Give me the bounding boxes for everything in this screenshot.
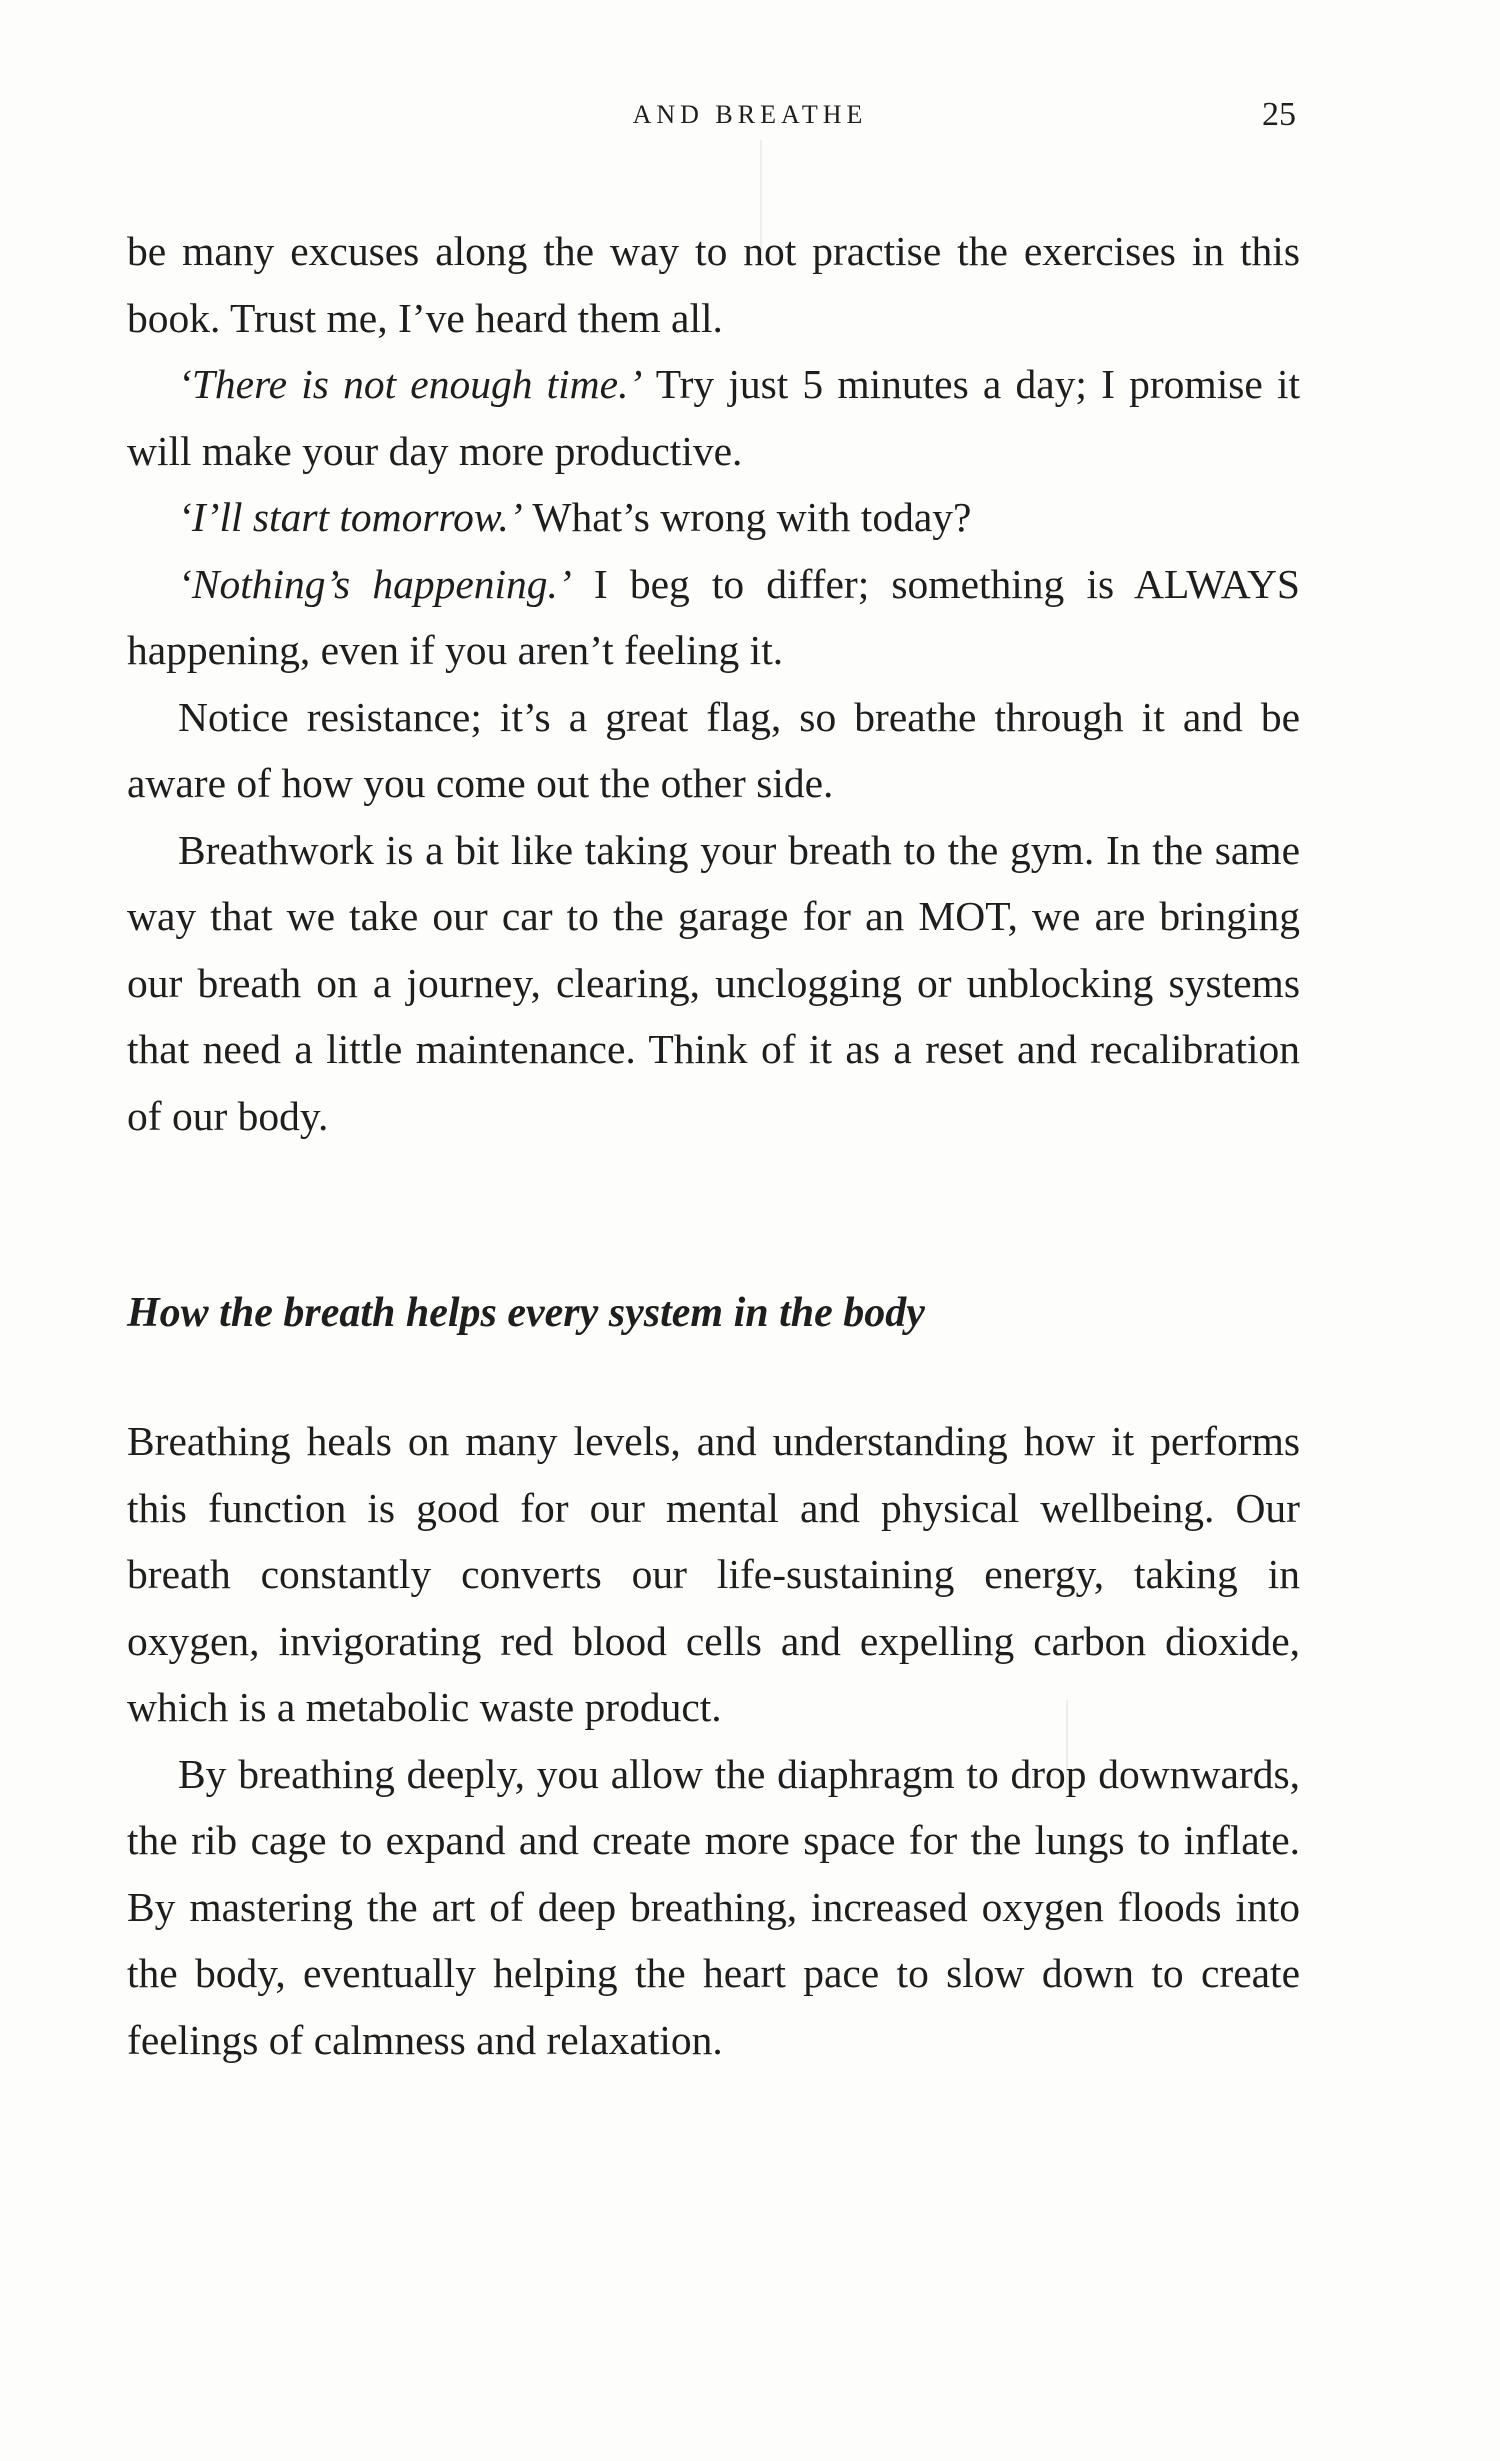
paragraph-continuation: be many excuses along the way to not practise the exercises in this book. Trust me, I’ve heard them all. [127, 228, 1300, 341]
paragraph-excuse-tomorrow [127, 484, 1300, 551]
paragraph-healing-levels: Breathing heals on many levels, and understanding how it performs this function is good for our mental and physical wellbeing. Our breath constantly converts our life-sustaining energy, taking in oxygen, invigorating red blood cells and expelling carbon dioxide, which is a metabolic waste product. [127, 1418, 1300, 1730]
quote-not-enough-time: ‘There is not enough time.’ [178, 361, 643, 407]
quote-start-tomorrow: ‘I’ll start tomorrow.’ [178, 494, 523, 540]
reply-start-tomorrow: What’s wrong with today? [522, 494, 972, 540]
scan-shadow-mark [1066, 1700, 1068, 1790]
scan-shadow-mark [760, 140, 762, 260]
running-head-title: AND BREATHE [632, 100, 868, 129]
paragraph-resistance: Notice resistance; it’s a great flag, so breathe through it and be aware of how you come out the other side. [127, 693, 1300, 806]
page-number: 25 [1262, 96, 1296, 133]
paragraph-excuse-time [127, 351, 1300, 484]
reply-nothing-happening: I beg to differ; something is ALWAYS happening, even if you aren’t feeling it. [127, 560, 1300, 673]
running-head [0, 96, 1500, 136]
paragraph-gym-analogy: Breathwork is a bit like taking your breath to the gym. In the same way that we take our car to the garage for an MOT, we are bringing our breath on a journey, clearing, unclogging or unblocking systems that need a little maintenance. Think of it as a reset and recalibration of our body. [127, 826, 1300, 1139]
quote-nothing-happening: ‘Nothing’s happening.’ [178, 560, 572, 607]
paragraph-excuse-nothing [127, 551, 1300, 684]
reply-not-enough-time: Try just 5 minutes a day; I promise it will make your day more productive. [127, 361, 1301, 474]
body-text-top [127, 218, 1300, 1149]
body-text-bottom [127, 1408, 1300, 2073]
section-heading: How the breath helps every system in the body [127, 1290, 925, 1336]
paragraph-deep-breathing: By breathing deeply, you allow the diaphragm to drop downwards, the rib cage to expand and create more space for the lungs to inflate. By mastering the art of deep breathing, increased oxygen floods into the body, eventually helping the heart pace to slow down to create feelings of calmness and relaxation. [127, 1750, 1300, 2063]
